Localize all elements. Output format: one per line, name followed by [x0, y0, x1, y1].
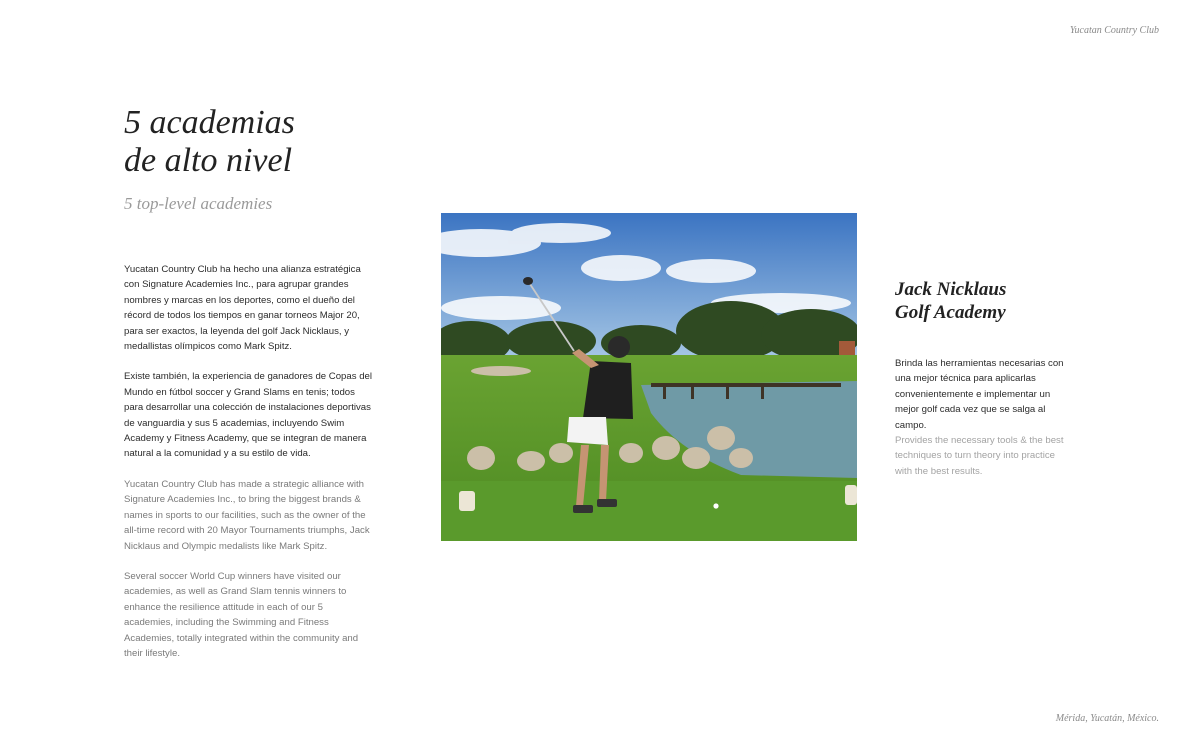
page-title	[124, 104, 295, 180]
page-subtitle: 5 top-level academies	[124, 194, 273, 213]
golfer-photo	[441, 213, 857, 541]
academy-description-en: Provides the necessary tools & the best techniques to turn theory into practice with the best results.	[895, 435, 1064, 477]
intro-paragraph-es-1: Yucatan Country Club ha hecho una alianza estratégica con Signature Academies Inc., para agrupar grandes nombres y marcas en los deportes, como el dueño del récord de todos los tiempos en ganar torneos Major 20, para ser exactos, la leyenda del golf Jack Nicklaus, y medallistas olímpicos como Mark Spitz.	[124, 264, 361, 353]
intro-paragraph-es-2: Existe también, la experiencia de ganadores de Copas del Mundo en fútbol soccer y Grand Slams en tenis; todos para desarrollar una colección de instalaciones deportivas de vanguardia y sus 5 academias, incluyendo Swim Academy y Fitness Academy, que se integran de manera natural a la comunidad y a su estilo de vida.	[124, 371, 372, 460]
page-title-line-2: de alto nivel	[124, 142, 293, 179]
academy-title-line-2: Golf Academy	[895, 302, 1006, 323]
academy-description-es: Brinda las herramientas necesarias con una mejor técnica para aplicarlas convenientemente e implementar un mejor golf cada vez que se salga al campo.	[895, 358, 1064, 431]
intro-text-column	[124, 262, 374, 676]
intro-paragraph-en-1: Yucatan Country Club has made a strategic alliance with Signature Academies Inc., to bring the biggest brands & names in sports to our facilities, such as the owner of the all-time record with 20 Mayor Tournaments triumphs, Jack Nicklaus and Olympic medalists like Mark Spitz.	[124, 478, 370, 552]
academy-title-line-1: Jack Nicklaus	[895, 279, 1007, 300]
intro-paragraph-en-2: Several soccer World Cup winners have visited our academies, as well as Grand Slam tennis winners to enhance the resilience attitude in each of our 5 academies, including the Swimming and Fitness Academies, totally integrated within the community and their lifestyle.	[124, 570, 359, 659]
brand-name: Yucatan Country Club	[1069, 25, 1159, 36]
footer-location: Mérida, Yucatán, México.	[1055, 713, 1159, 724]
academy-title	[895, 278, 1006, 324]
page-title-line-1: 5 academias	[124, 104, 295, 141]
